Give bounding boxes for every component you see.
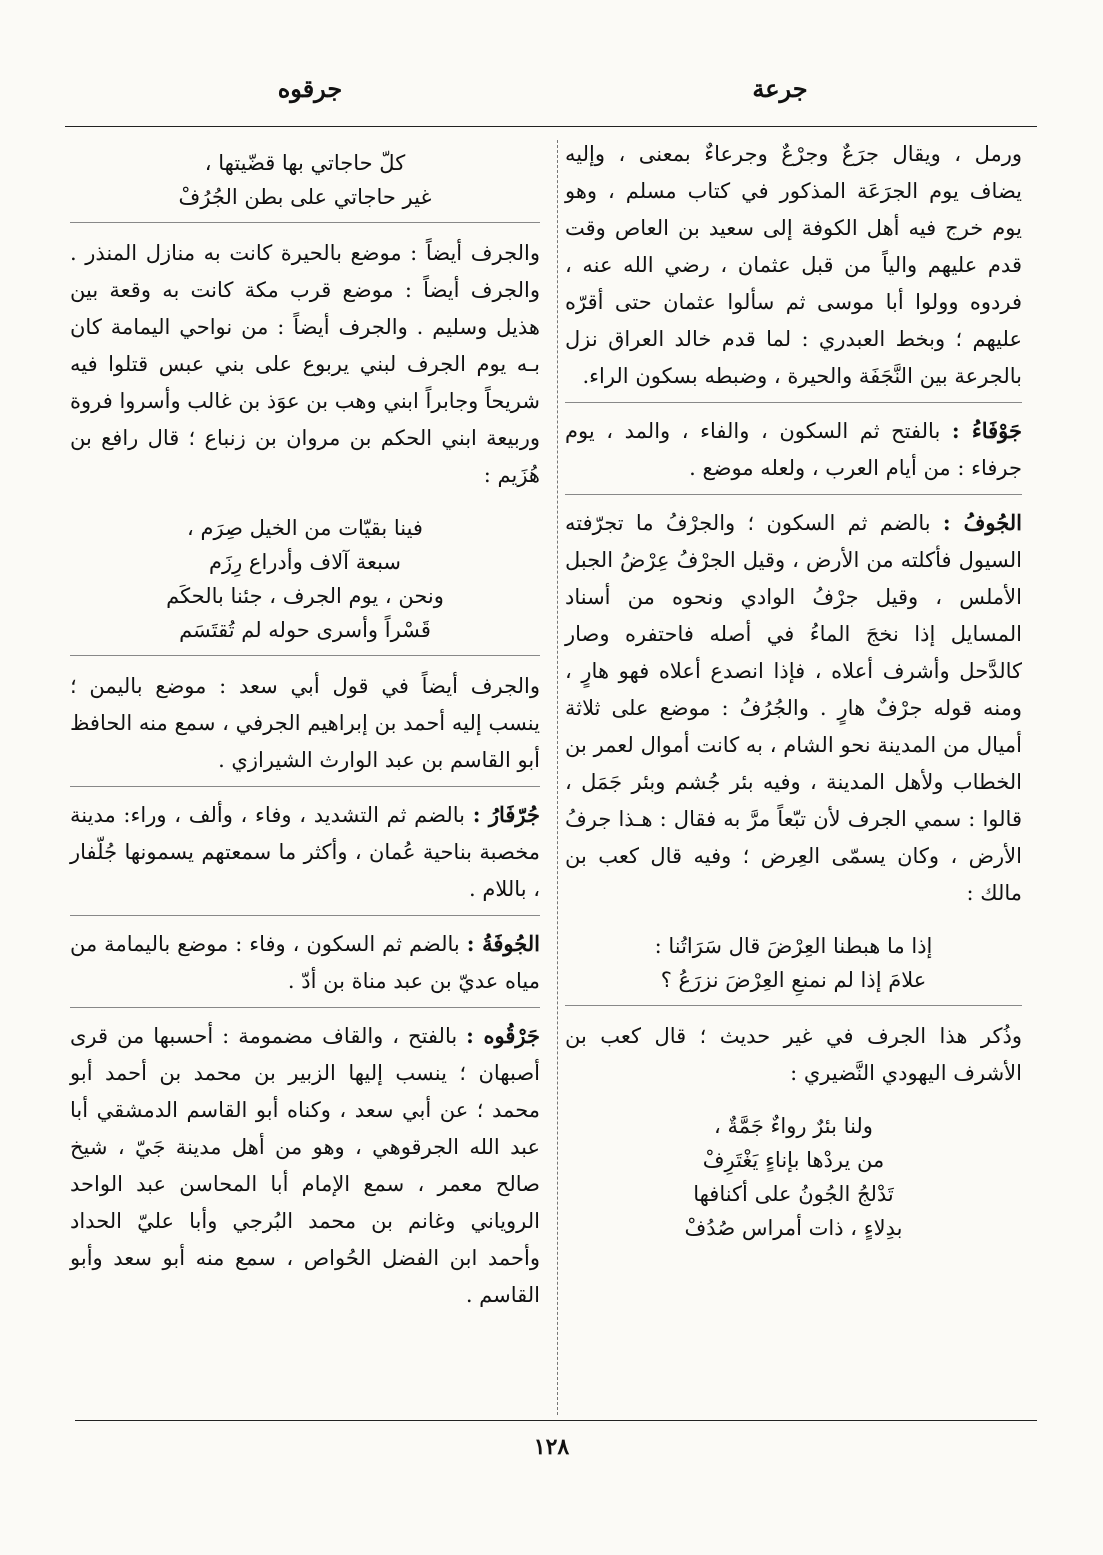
verse-line: ولنا بئرٌ رواءٌ جَمَّةٌ ،: [714, 1114, 873, 1138]
entry-text: بالضم ثم التشديد ، وفاء ، وألف ، وراء: مدينة مخصبة بناحية عُمان ، وأكثر ما سمعتهم يسمونها جُلّفار ، باللام .: [70, 803, 540, 901]
entry-paragraph: [70, 235, 540, 501]
entry-text: بالفتح ، والقاف مضمومة : أحسبها من قرى أصبهان ؛ ينسب إليها الزبير بن محمد بن أحمد أبو محمد ؛ عن أبي سعد ، وكناه أبو القاسم الدمشقي أبا عبد الله الجرقوهي ، وهو من أهل مدينة جَيّ ، شيخ صالح معمر ، سمع الإمام أبا المحاسن عبد الواحد الروياني وغانم بن محمد البُرجي وأبا عليّ الحداد وأحمد ابن الفضل الحُواص ، سمع منه أبو سعد وأبو القاسم .: [70, 1024, 540, 1307]
entry-jawfa: [565, 412, 1022, 495]
verse-line: ونحن ، يوم الجرف ، جئنا بالحكَم: [166, 584, 444, 608]
verse-block: [70, 511, 540, 656]
headword: الجُوفُ :: [942, 510, 1022, 535]
verse-line: غير حاجاتي على بطن الجُرُفْ: [178, 185, 432, 209]
column-divider: [557, 140, 558, 1415]
headword: الجُوفَةُ :: [466, 931, 541, 956]
page-number: ١٢٨: [533, 1434, 570, 1460]
right-column: [565, 136, 1022, 1265]
verse-block: [70, 146, 540, 223]
entry-jarquh: [70, 1017, 540, 1321]
bottom-rule: [75, 1420, 1037, 1421]
paragraph-text: والجرف أيضاً : موضع بالحيرة كانت به منازل المنذر . والجرف أيضاً : موضع قرب مكة كانت به وقعة بين هذيل وسليم . والجرف أيضاً : من نواحي اليمامة كان بـه يوم الجرف لبني يربوع على بني عبس قتلوا فيه شريحاً وجابراً ابني وهب بن عوَذ بن غالب وأسروا فروة وربيعة ابني الحكم بن مروان بن زنباع ؛ قال رافع بن هُزَيم :: [70, 241, 540, 487]
paragraph-text: وذُكر هذا الجرف في غير حديث ؛ قال كعب بن الأشرف اليهودي النَّضيري :: [565, 1024, 1022, 1085]
entry-paragraph: [70, 668, 540, 787]
verse-line: إذا ما هبطنا العِرْضَ قال سَرَاتُنا :: [654, 934, 933, 958]
entry-jurf: [565, 504, 1022, 919]
entry-paragraph: [565, 1018, 1022, 1099]
entry-paragraph: [565, 136, 1022, 403]
verse-line: تَدْلجُ الجُونُ على أكنافها: [693, 1182, 894, 1206]
running-head-left: جرقوه: [277, 74, 343, 103]
verse-block: [565, 1109, 1022, 1253]
verse-block: [565, 929, 1022, 1006]
headword: جُرّفَارُ :: [472, 802, 540, 827]
page-header: [0, 74, 1103, 114]
entry-jawfa-yamama: [70, 925, 540, 1008]
paragraph-text: ورمل ، ويقال جرَعٌ وجرْعٌ وجرعاءٌ بمعنى ، وإليه يضاف يوم الجرَعَة المذكور في كتاب مسلم ، وهو يوم خرج فيه أهل الكوفة إلى سعيد بن العاص وقت قدم عليهم والياً من قبل عثمان ، رضي الله عنه ، فردوه وولوا أبا موسى ثم سألوا عثمان حتى أقرّه عليهم ؛ وبخط العبدري : لما قدم خالد العراق نزل بالجرعة بين النَّجَفَة والحيرة ، وضبطه بسكون الراء.: [565, 142, 1022, 388]
verse-line: بدِلاءٍ ، ذات أمراس صُدُفْ: [684, 1216, 903, 1240]
verse-line: كلّ حاجاتي بها قضّيتها ،: [204, 151, 406, 175]
entry-julfar: [70, 796, 540, 916]
verse-line: من يردْها بإناءٍ يَغْتَرِفْ: [702, 1148, 885, 1172]
top-rule: [65, 126, 1037, 127]
entry-text: بالفتح ثم السكون ، والفاء ، والمد ، يوم جرفاء : من أيام العرب ، ولعله موضع .: [565, 419, 1022, 480]
verse-line: علامَ إذا لم نمنعِ العِرْضَ نزرَعُ ؟: [660, 968, 927, 992]
verse-line: فينا بقيّات من الخيل صِرَم ،: [187, 516, 423, 540]
paragraph-text: والجرف أيضاً في قول أبي سعد : موضع باليمن ؛ ينسب إليه أحمد بن إبراهيم الجرفي ، سمع منه الحافظ أبو القاسم بن عبد الوارث الشيرازي .: [70, 674, 540, 772]
running-head-right: جرعة: [752, 74, 808, 103]
headword: جَرْقُوه :: [466, 1023, 540, 1048]
verse-line: قَسْراً وأسرى حوله لم تُقتَسَم: [179, 618, 431, 642]
left-column: [70, 136, 540, 1330]
entry-text: بالضم ثم السكون ، وفاء : موضع باليمامة من مياه عديّ بن عبد مناة بن أدّ .: [70, 932, 540, 993]
headword: جَوْفَاءُ :: [951, 418, 1022, 443]
entry-text: بالضم ثم السكون ؛ والجرْفُ ما تجرّفته السيول فأكلته من الأرض ، وقيل الجرْفُ عِرْضُ الجبل الأملس ، وقيل جرْفُ الوادي ونحوه من أسناد المسايل إذا نخجَ الماءُ في أصله فاحتفره وصار كالدَّحل وأشرف أعلاه ، فإذا انصدع أعلاه فهو هارٍ ، ومنه قوله جرْفٌ هارٍ . والجُرُفُ : موضع على ثلاثة أميال من المدينة نحو الشام ، به كانت أموال لعمر بن الخطاب ولأهل المدينة ، وفيه بئر جُشم وبئر جَمَل ، قالوا : سمي الجرف لأن تبّعاً مرَّ به فقال : هـذا جرفُ الأرض ، وكان يسمّى العِرض ؛ وفيه قال كعب بن مالك :: [565, 511, 1022, 905]
verse-line: سبعة آلاف وأدراع رِزَم: [208, 550, 402, 574]
